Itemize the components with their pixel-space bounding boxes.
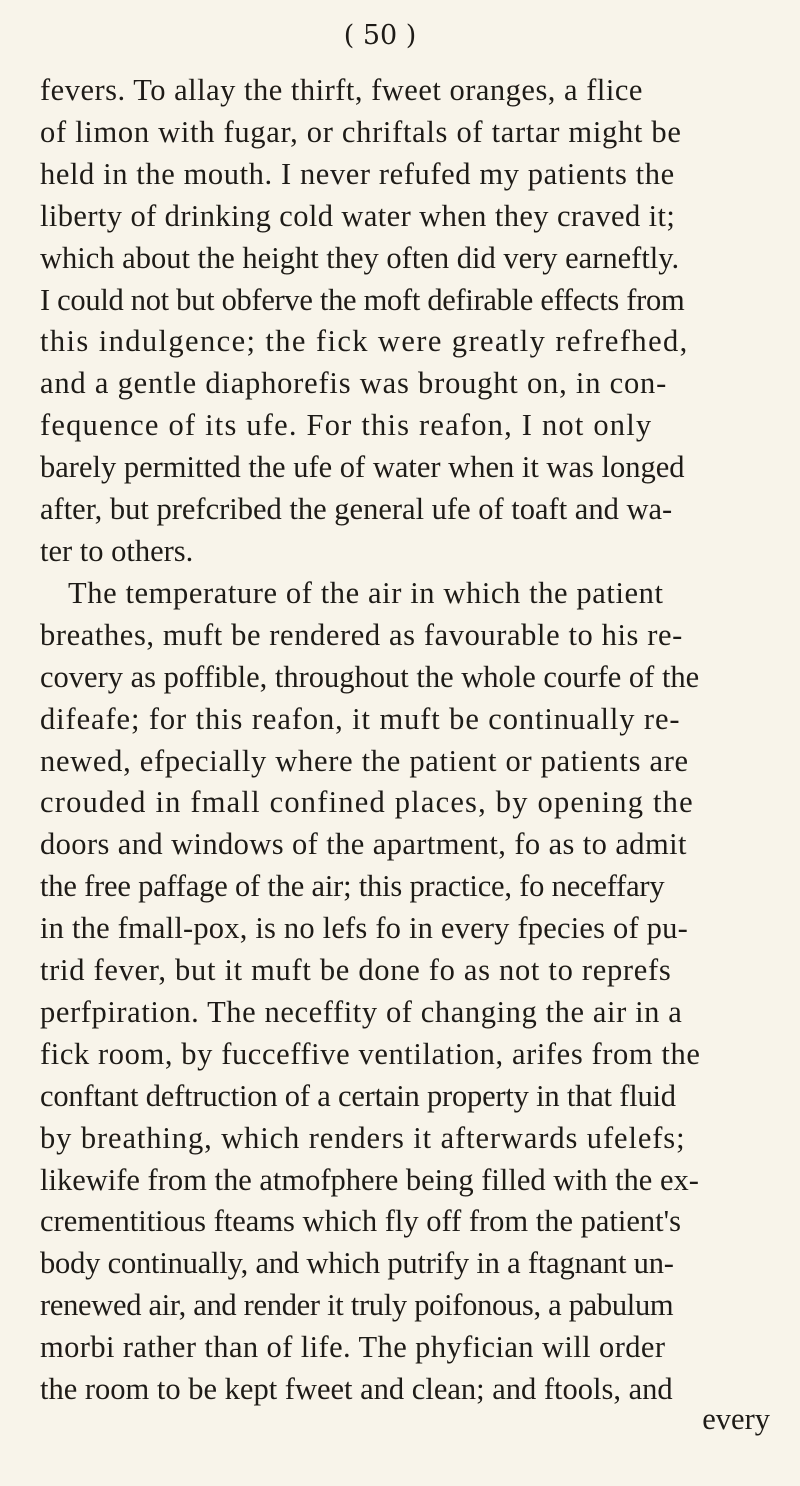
page-number: ( 50 ) xyxy=(343,20,417,51)
text-line: doors and windows of the apartment, fo as to admit xyxy=(40,827,687,862)
text-line: fick room, by fucceffive ventilation, arifes from the xyxy=(40,1036,701,1071)
text-line: perfpiration. The neceffity of changing the air in a xyxy=(40,994,683,1029)
text-line: body continually, and which putrify in a ftagnant un- xyxy=(40,1246,674,1281)
text-line: breathes, muft be rendered as favourable to his re- xyxy=(40,617,683,652)
text-line: this indulgence; the fick were greatly refrefhed, xyxy=(40,324,689,359)
text-line: difeafe; for this reafon, it muft be continually re- xyxy=(40,701,681,736)
text-line: after, but prefcribed the general ufe of toaft and wa- xyxy=(40,492,673,527)
text-line: renewed air, and render it truly poifonous, a pabulum xyxy=(40,1288,674,1323)
text-line: ter to others. xyxy=(40,533,194,568)
text-line: crouded in fmall confined places, by opening the xyxy=(40,785,694,820)
text-line: liberty of drinking cold water when they craved it; xyxy=(40,198,676,233)
text-line: fevers. To allay the thirft, fweet oranges, a flice xyxy=(40,73,643,107)
text-line: conftant deftruction of a certain property in that fluid xyxy=(40,1078,676,1113)
text-line: the free paffage of the air; this practice, fo neceffary xyxy=(40,869,665,904)
text-line: the room to be kept fweet and clean; and ftools, and xyxy=(40,1372,673,1407)
text-line: which about the height they often did very earneftly. xyxy=(40,240,680,275)
text-line: newed, efpecially where the patient or patients are xyxy=(40,743,689,778)
text-line: fequence of its ufe. For this reafon, I not only xyxy=(40,408,653,443)
body-text xyxy=(40,70,800,1411)
catchword: every xyxy=(702,1402,770,1436)
text-line: by breathing, which renders it afterwards ufelefs; xyxy=(40,1120,686,1155)
text-line: trid fever, but it muft be done fo as not to reprefs xyxy=(40,953,672,988)
text-line: held in the mouth. I never refufed my patients the xyxy=(40,156,675,191)
text-line: The temperature of the air in which the patient xyxy=(68,575,664,610)
text-line: morbi rather than of life. The phyfician will order xyxy=(40,1330,666,1365)
text-line: covery as poffible, throughout the whole courfe of the xyxy=(40,659,700,694)
text-line: crementitious fteams which fly off from the patient's xyxy=(40,1204,682,1239)
text-line: and a gentle diaphorefis was brought on, in con- xyxy=(40,366,668,401)
text-line: likewife from the atmofphere being filled with the ex- xyxy=(40,1162,699,1197)
text-line: of limon with fugar, or chriftals of tartar might be xyxy=(40,114,682,149)
text-line: I could not but obferve the moft defirable effects from xyxy=(40,282,685,317)
text-line: barely permitted the ufe of water when it was longed xyxy=(40,450,685,485)
text-line: in the fmall-pox, is no lefs fo in every fpecies of pu- xyxy=(40,911,688,946)
